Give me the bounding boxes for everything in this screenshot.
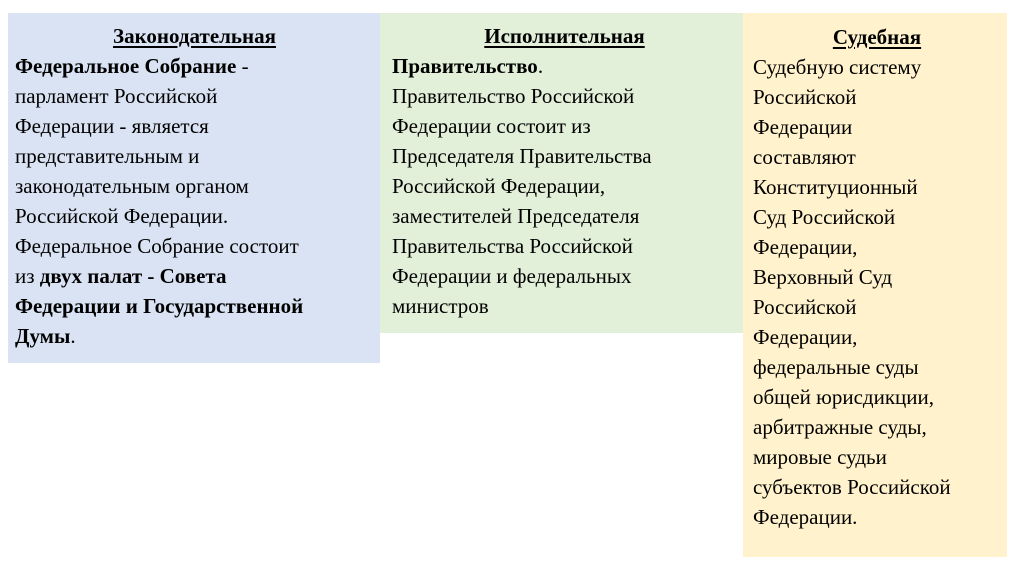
text-run: Федерации и федеральных	[392, 264, 632, 288]
text-line	[392, 51, 737, 81]
bold-text-run: Думы	[15, 324, 71, 348]
bold-text-run: Федеральное Собрание	[15, 54, 237, 78]
text-line	[392, 111, 737, 141]
text-run: Федерации	[753, 115, 853, 139]
text-line	[392, 231, 737, 261]
text-line	[15, 171, 374, 201]
text-line	[753, 442, 1001, 472]
bold-text-run: двух палат - Совета	[39, 264, 227, 288]
text-run: парламент Российской	[15, 84, 218, 108]
text-run: Федерации,	[753, 325, 858, 349]
text-line	[392, 81, 737, 111]
text-line	[753, 202, 1001, 232]
text-line	[15, 81, 374, 111]
text-line	[392, 291, 737, 321]
text-run: представительным и	[15, 144, 200, 168]
text-run: Правительства Российской	[392, 234, 633, 258]
text-run: министров	[392, 294, 489, 318]
text-line	[392, 171, 737, 201]
text-line	[753, 142, 1001, 172]
text-line	[753, 112, 1001, 142]
text-run: заместителей Председателя	[392, 204, 640, 228]
bold-text-run: Правительство	[392, 54, 538, 78]
text-run: Федерации состоит из	[392, 114, 591, 138]
text-line	[753, 352, 1001, 382]
text-run: Российской	[753, 85, 857, 109]
text-run: .	[70, 324, 76, 348]
text-run: Председателя Правительства	[392, 144, 652, 168]
text-line	[753, 52, 1001, 82]
text-line	[753, 232, 1001, 262]
text-line	[15, 291, 374, 321]
text-line	[753, 472, 1001, 502]
text-line	[392, 141, 737, 171]
panel-judicial-body	[753, 52, 1001, 532]
panel-executive-body	[392, 51, 737, 321]
text-line	[15, 141, 374, 171]
text-run: арбитражные суды,	[753, 415, 927, 439]
text-line	[753, 262, 1001, 292]
text-run: мировые судьи	[753, 445, 887, 469]
text-run: законодательным органом	[15, 174, 249, 198]
text-run: Российской Федерации.	[15, 204, 229, 228]
text-line	[392, 201, 737, 231]
text-line	[753, 322, 1001, 352]
text-run: Федерации.	[753, 505, 858, 529]
text-line	[753, 382, 1001, 412]
panel-judicial-title: Судебная	[832, 25, 922, 49]
bold-text-run: Федерации и Государственной	[15, 294, 304, 318]
text-run: .	[537, 54, 544, 78]
text-line	[753, 292, 1001, 322]
text-run: Суд Российской	[753, 205, 896, 229]
panel-legislative-title: Законодательная	[113, 24, 276, 48]
text-run: -	[236, 54, 249, 78]
text-run: Судебную систему	[753, 55, 922, 79]
text-line	[753, 172, 1001, 202]
text-run: субъектов Российской	[753, 475, 951, 499]
text-run: Федеральное Собрание состоит	[15, 234, 299, 258]
text-run: Верховный Суд	[753, 265, 893, 289]
panel-legislative	[8, 13, 380, 363]
text-run: Правительство Российской	[392, 84, 635, 108]
text-line	[15, 321, 374, 351]
text-run: общей юрисдикции,	[753, 385, 935, 409]
text-line	[15, 111, 374, 141]
text-line	[15, 51, 374, 81]
text-run: Конституционный	[753, 175, 918, 199]
text-line	[15, 231, 374, 261]
text-line	[753, 412, 1001, 442]
text-run: федеральные суды	[753, 355, 919, 379]
text-run: из	[15, 264, 40, 288]
panel-judicial	[743, 13, 1007, 557]
text-run: Федерации,	[753, 235, 858, 259]
text-line	[753, 502, 1001, 532]
text-run: Федерации - является	[15, 114, 209, 138]
panel-legislative-body	[15, 51, 374, 351]
text-run: Российской Федерации,	[392, 174, 606, 198]
text-line	[15, 201, 374, 231]
panel-executive	[380, 13, 743, 333]
text-line	[392, 261, 737, 291]
text-run: составляют	[753, 145, 856, 169]
panel-executive-title: Исполнительная	[484, 24, 645, 48]
text-line	[15, 261, 374, 291]
text-run: Российской	[753, 295, 857, 319]
text-line	[753, 82, 1001, 112]
